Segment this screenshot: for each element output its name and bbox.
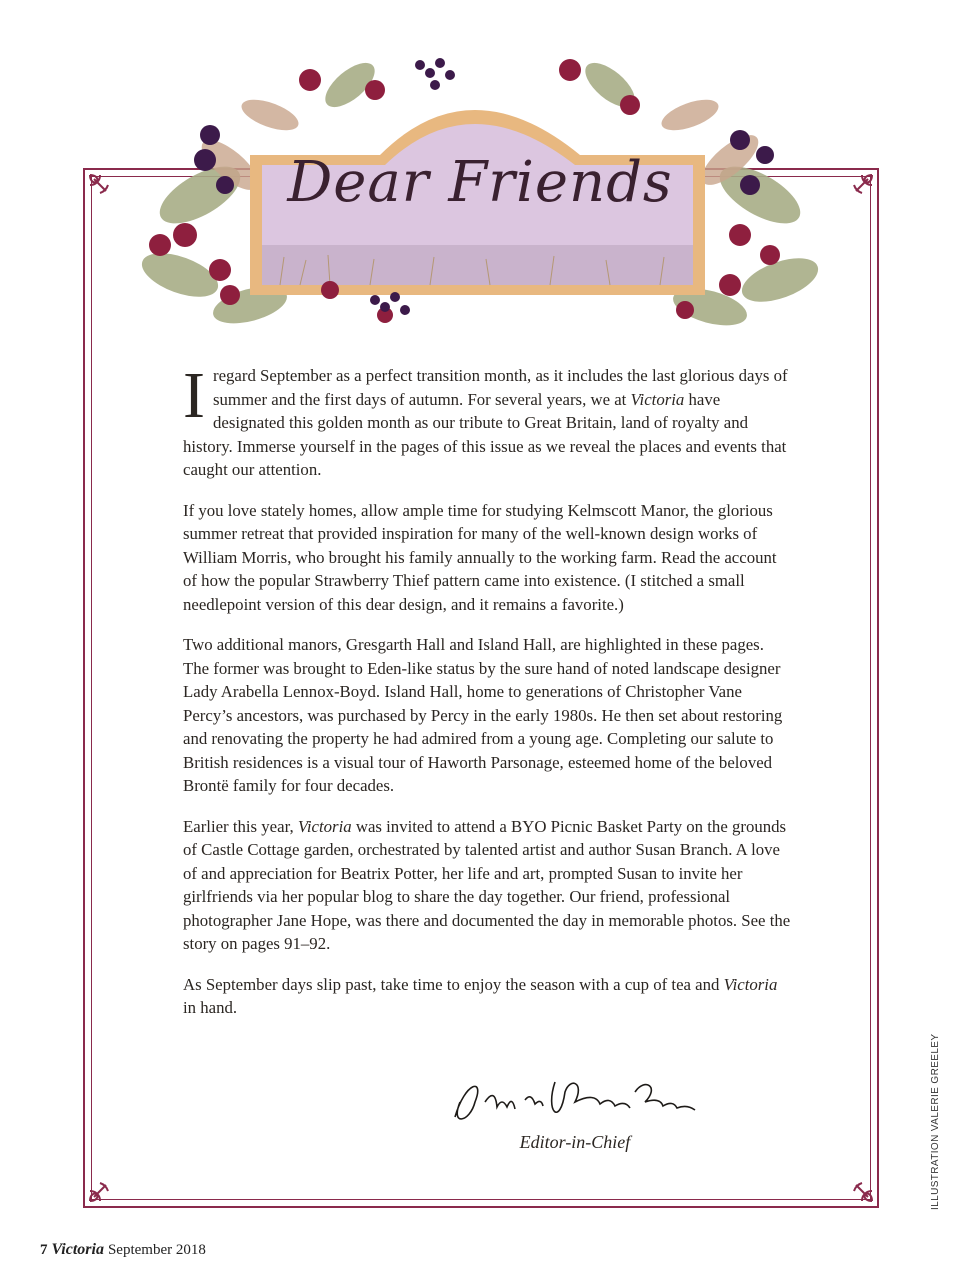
- paragraph-4: [183, 815, 793, 956]
- paragraph-1: [183, 359, 793, 482]
- paragraph-text: was invited to attend a BYO Picnic Basket Party on the grounds of Castle Cottage garden, orchestrated by talented artist and author Susan Branch. A love of and appreciation for Beatrix Potter, her life and art, prompted Susan to invite her girlfriends via her popular blog to share the day together. Our friend, professional photographer Jane Hope, was there and documented the day in memorable photos. See the story on pages 91–92.: [183, 816, 791, 953]
- paragraph-5: [183, 973, 793, 1020]
- paragraph-2: If you love stately homes, allow ample time for studying Kelmscott Manor, the glorious summer retreat that provided inspiration for many of the well-known design works of William Morris, who brought his family annually to the working farm. Read the account of how the popular Strawberry Thief pattern came into existence. (I stitched a small needlepoint version of this dear design, and it remains a favorite.): [183, 500, 777, 614]
- magazine-name: Victoria: [297, 816, 352, 836]
- page-number: 7: [40, 1242, 48, 1258]
- drop-cap: I: [183, 359, 205, 432]
- paragraph-3: Two additional manors, Gresgarth Hall and Island Hall, are highlighted in these pages. The former was brought to Eden-like status by the sure hand of noted landscape designer Lady Arabella Lennox-Boyd. Island Hall, home to generations of Christopher Vane Percy’s ancestors, was purchased by Percy in the early 1980s. He then set about restoring and renovating the property he had admired from a young age. Completing our salute to British residences is a visual tour of Haworth Parsonage, esteemed home of the beloved Brontë family for four decades.: [183, 635, 783, 795]
- paragraph-text: in hand.: [183, 998, 238, 1017]
- corner-ornament-icon: [86, 1175, 116, 1205]
- corner-ornament-icon: [846, 1175, 876, 1205]
- magazine-name: Victoria: [630, 389, 685, 409]
- letter-body: [183, 359, 793, 1037]
- page-footer: [40, 1241, 206, 1259]
- paragraph-text: regard September as a perfect transition month, as it includes the last glorious days of summer and the first days of autumn. For several years, we at: [212, 366, 788, 409]
- corner-ornament-icon: [86, 171, 116, 201]
- paragraph-text: Earlier this year,: [183, 816, 298, 836]
- illustration-credit: ILLUSTRATION VALERIE GREELEY: [930, 1033, 941, 1210]
- magazine-title: Victoria: [51, 1241, 104, 1258]
- magazine-name: Victoria: [723, 974, 778, 994]
- signature-role: Editor-in-Chief: [519, 1132, 631, 1152]
- page-title: Dear Friends: [287, 150, 673, 215]
- corner-ornament-icon: [846, 171, 876, 201]
- paragraph-text: As September days slip past, take time to enjoy the season with a cup of tea and: [183, 974, 724, 994]
- signature-image: [445, 1072, 715, 1134]
- issue-date: September 2018: [107, 1242, 206, 1258]
- paragraph-text: have designated this golden month as our tribute to Great Britain, land of royalty and history. Immerse yourself in the pages of this issue as we reveal the places and events that caught our attention.: [183, 389, 787, 479]
